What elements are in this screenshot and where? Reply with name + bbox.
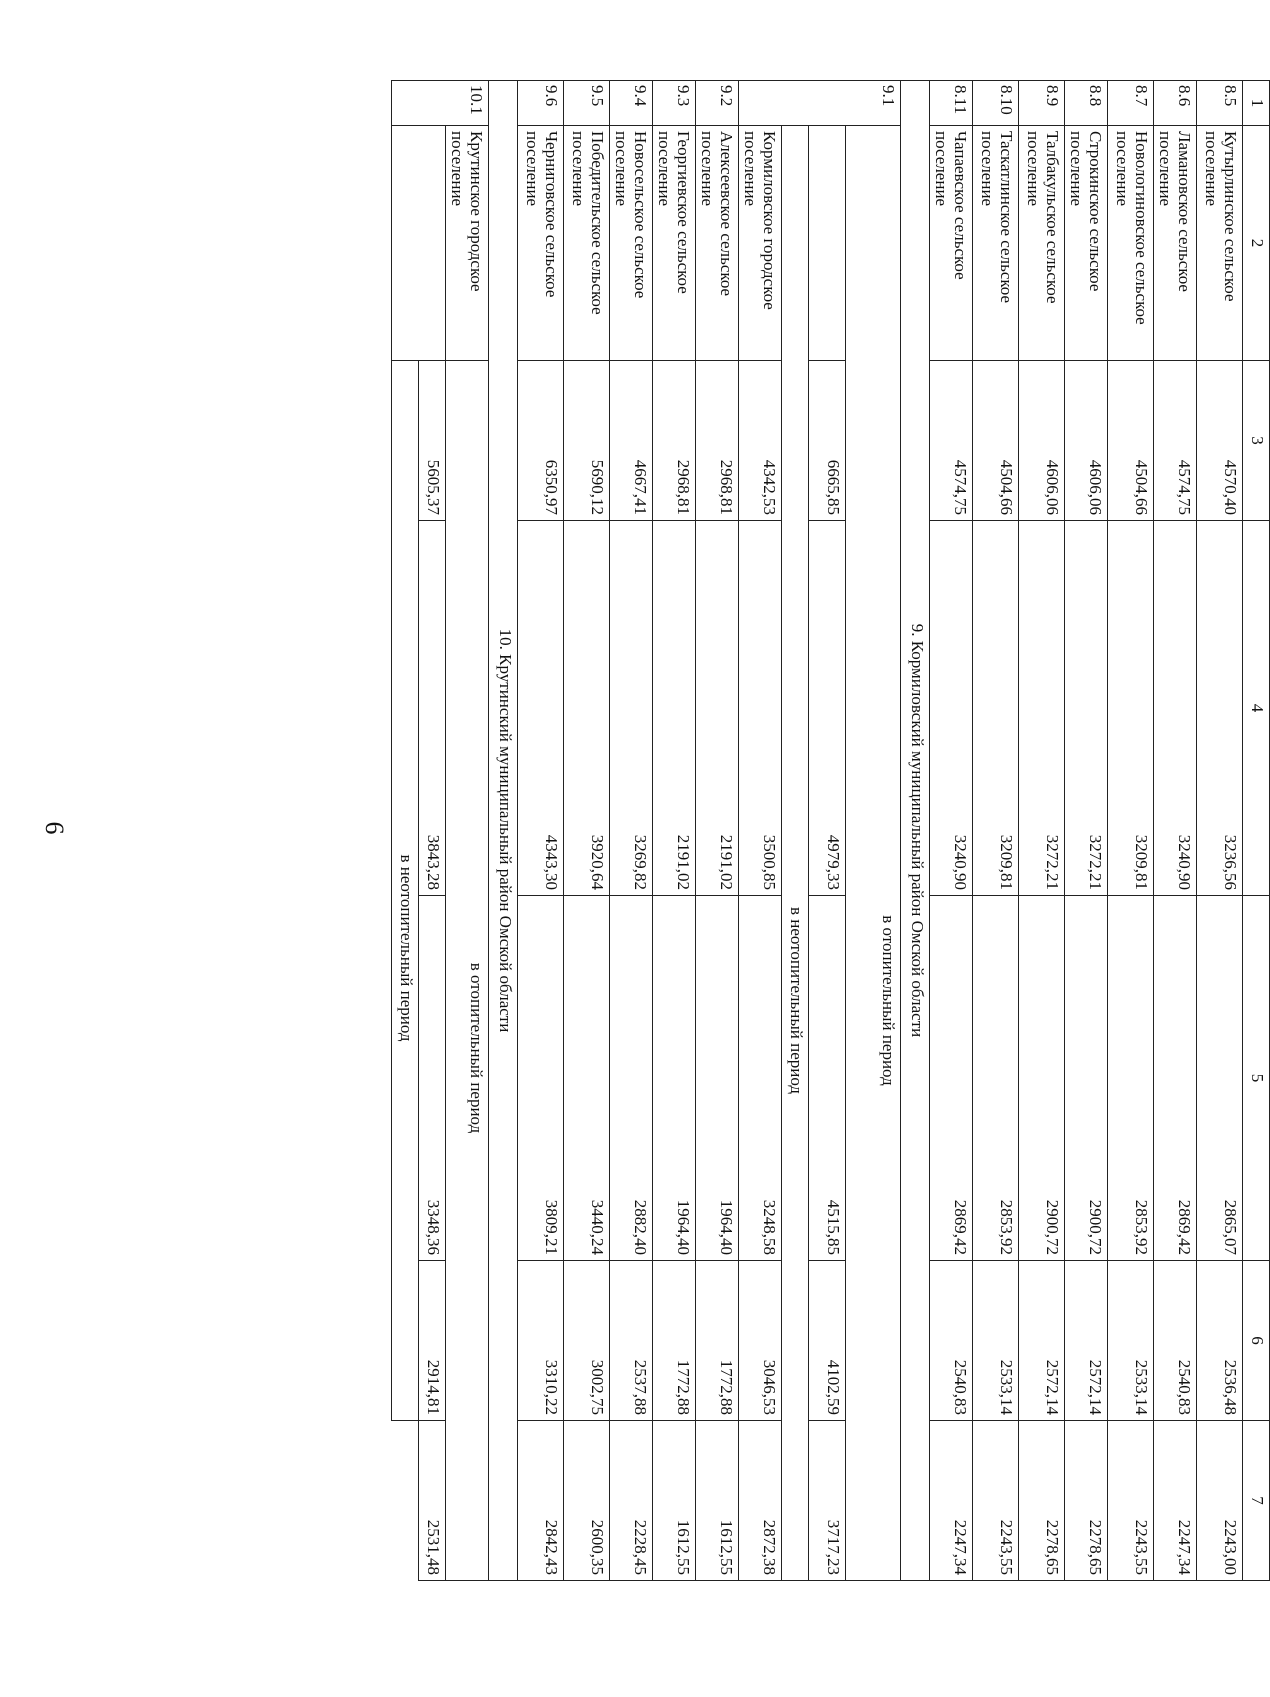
row-number: 8.11 [930, 81, 973, 126]
table-row [446, 81, 489, 1581]
row-number: 9.6 [518, 81, 564, 126]
header-cell: 2 [1243, 126, 1270, 361]
value-col3: 4667,41 [610, 361, 653, 521]
settlement-name: Новосельское сельское поселение [610, 126, 653, 361]
value-col6: 1772,88 [653, 1261, 696, 1421]
value-col3: 2968,81 [653, 361, 696, 521]
value-col4: 3920,64 [564, 521, 610, 896]
section-title: 10. Крутинский муниципальный район Омской области [489, 81, 518, 1581]
empty-cell [392, 1421, 419, 1581]
table-row [973, 81, 1019, 1581]
period-label-nonheating: в неотопительный период [782, 126, 809, 1581]
table-row [696, 81, 739, 1581]
value-col6: 2572,14 [1019, 1261, 1065, 1421]
value-col5: 3248,58 [739, 896, 782, 1261]
settlement-name-continued [419, 126, 446, 361]
section-title: 9. Кормиловский муниципальный район Омской области [901, 81, 930, 1581]
value-col5: 2869,42 [930, 896, 973, 1261]
value-col7: 1612,55 [653, 1421, 696, 1581]
table-row [653, 81, 696, 1581]
value-col7: 2243,55 [973, 1421, 1019, 1581]
value-col6: 2533,14 [1108, 1261, 1154, 1421]
table-row [1154, 81, 1197, 1581]
row-number: 10.1 [392, 81, 489, 126]
table-row [846, 81, 901, 1581]
row-number: 9.2 [696, 81, 739, 126]
value-col5: 2869,42 [1154, 896, 1197, 1261]
table-row [564, 81, 610, 1581]
value-col3: 6350,97 [518, 361, 564, 521]
settlement-name [809, 126, 846, 361]
value-col7: 1612,55 [696, 1421, 739, 1581]
table-row [1197, 81, 1243, 1581]
settlement-name-continued [392, 126, 419, 361]
section-title-row [901, 81, 930, 1581]
value-col7: 2228,45 [610, 1421, 653, 1581]
value-col3: 4570,40 [1197, 361, 1243, 521]
settlement-name: Чапаевское сельское поселение [930, 126, 973, 361]
value-col7: 2247,34 [930, 1421, 973, 1581]
table-row [739, 81, 782, 1581]
value-col3: 5605,37 [419, 361, 446, 521]
period-label-heating: в отопительный период [846, 126, 901, 1581]
rotated-table-sheet [320, 80, 1270, 1580]
section-title-row [489, 81, 518, 1581]
value-col3: 5690,12 [564, 361, 610, 521]
value-col3: 2968,81 [696, 361, 739, 521]
row-number: 8.6 [1154, 81, 1197, 126]
value-col7: 2872,38 [739, 1421, 782, 1581]
value-col3: 4606,06 [1065, 361, 1108, 521]
value-col6: 2533,14 [973, 1261, 1019, 1421]
value-col3: 4504,66 [1108, 361, 1154, 521]
value-col4: 3500,85 [739, 521, 782, 896]
table-row [392, 81, 419, 1581]
header-cell: 5 [1243, 896, 1270, 1261]
settlement-name: Победительское сельское поселение [564, 126, 610, 361]
value-col4: 3209,81 [973, 521, 1019, 896]
value-col5: 2900,72 [1065, 896, 1108, 1261]
settlement-name: Новологиновское сельское поселение [1108, 126, 1154, 361]
row-number: 8.10 [973, 81, 1019, 126]
header-cell: 4 [1243, 521, 1270, 896]
table-row [1065, 81, 1108, 1581]
row-number: 9.1 [739, 81, 901, 126]
value-col5: 2865,07 [1197, 896, 1243, 1261]
row-number: 8.5 [1197, 81, 1243, 126]
value-col5: 3348,36 [419, 896, 446, 1261]
value-col3: 6665,85 [809, 361, 846, 521]
value-col7: 2243,00 [1197, 1421, 1243, 1581]
settlement-name: Георгиевское сельское поселение [653, 126, 696, 361]
row-number: 8.9 [1019, 81, 1065, 126]
value-col4: 4343,30 [518, 521, 564, 896]
row-number: 8.8 [1065, 81, 1108, 126]
settlement-name: Талбакульское сельское поселение [1019, 126, 1065, 361]
value-col6: 2572,14 [1065, 1261, 1108, 1421]
value-col6: 2914,81 [419, 1261, 446, 1421]
value-col5: 1964,40 [696, 896, 739, 1261]
value-col4: 3240,90 [1154, 521, 1197, 896]
value-col5: 2853,92 [973, 896, 1019, 1261]
value-col4: 3236,56 [1197, 521, 1243, 896]
value-col5: 3440,24 [564, 896, 610, 1261]
table-row [1019, 81, 1065, 1581]
period-label-heating: в отопительный период [446, 361, 489, 1581]
value-col6: 1772,88 [696, 1261, 739, 1421]
settlement-name: Алексеевское сельское поселение [696, 126, 739, 361]
value-col3: 4574,75 [930, 361, 973, 521]
value-col5: 3809,21 [518, 896, 564, 1261]
table-row [809, 81, 846, 1581]
value-col4: 2191,02 [653, 521, 696, 896]
value-col7: 3717,23 [809, 1421, 846, 1581]
value-col3: 4342,53 [739, 361, 782, 521]
value-col4: 3272,21 [1019, 521, 1065, 896]
value-col4: 3209,81 [1108, 521, 1154, 896]
settlement-name: Строкинское сельское поселение [1065, 126, 1108, 361]
value-col7: 2243,55 [1108, 1421, 1154, 1581]
value-col6: 3002,75 [564, 1261, 610, 1421]
header-cell: 7 [1243, 1421, 1270, 1581]
header-cell: 6 [1243, 1261, 1270, 1421]
value-col5: 1964,40 [653, 896, 696, 1261]
value-col3: 4606,06 [1019, 361, 1065, 521]
table-row [930, 81, 973, 1581]
header-cell: 3 [1243, 361, 1270, 521]
value-col4: 3843,28 [419, 521, 446, 896]
value-col7: 2842,43 [518, 1421, 564, 1581]
row-number: 9.3 [653, 81, 696, 126]
value-col7: 2278,65 [1065, 1421, 1108, 1581]
value-col5: 2882,40 [610, 896, 653, 1261]
value-col6: 4102,59 [809, 1261, 846, 1421]
value-col5: 2853,92 [1108, 896, 1154, 1261]
value-col4: 3272,21 [1065, 521, 1108, 896]
header-row [1243, 81, 1270, 1581]
value-col5: 4515,85 [809, 896, 846, 1261]
value-col5: 2900,72 [1019, 896, 1065, 1261]
header-cell: 1 [1243, 81, 1270, 126]
value-col4: 3240,90 [930, 521, 973, 896]
value-col4: 4979,33 [809, 521, 846, 896]
value-col3: 4504,66 [973, 361, 1019, 521]
page-number: 6 [40, 821, 69, 835]
settlement-name: Кутырлинское сельское поселение [1197, 126, 1243, 361]
table-row [782, 81, 809, 1581]
settlement-name: Черниговское сельское поселение [518, 126, 564, 361]
value-col7: 2600,35 [564, 1421, 610, 1581]
table-row [419, 81, 446, 1581]
value-col4: 2191,02 [696, 521, 739, 896]
value-col4: 3269,82 [610, 521, 653, 896]
settlement-name: Таскатлинское сельское поселение [973, 126, 1019, 361]
value-col6: 3310,22 [518, 1261, 564, 1421]
period-label-nonheating: в неотопительный период [392, 361, 419, 1421]
table-row [1108, 81, 1154, 1581]
value-col7: 2247,34 [1154, 1421, 1197, 1581]
settlement-name: Кормиловское городское поселение [739, 126, 782, 361]
table-row [610, 81, 653, 1581]
value-col6: 2536,48 [1197, 1261, 1243, 1421]
settlement-name: Ламановское сельское поселение [1154, 126, 1197, 361]
tariff-table [391, 80, 1270, 1581]
settlement-name: Крутинское городское поселение [446, 126, 489, 361]
value-col7: 2278,65 [1019, 1421, 1065, 1581]
value-col3: 4574,75 [1154, 361, 1197, 521]
value-col6: 3046,53 [739, 1261, 782, 1421]
value-col6: 2537,88 [610, 1261, 653, 1421]
row-number: 9.5 [564, 81, 610, 126]
value-col6: 2540,83 [930, 1261, 973, 1421]
value-col6: 2540,83 [1154, 1261, 1197, 1421]
row-number: 9.4 [610, 81, 653, 126]
row-number: 8.7 [1108, 81, 1154, 126]
table-row [518, 81, 564, 1581]
value-col7: 2531,48 [419, 1421, 446, 1581]
